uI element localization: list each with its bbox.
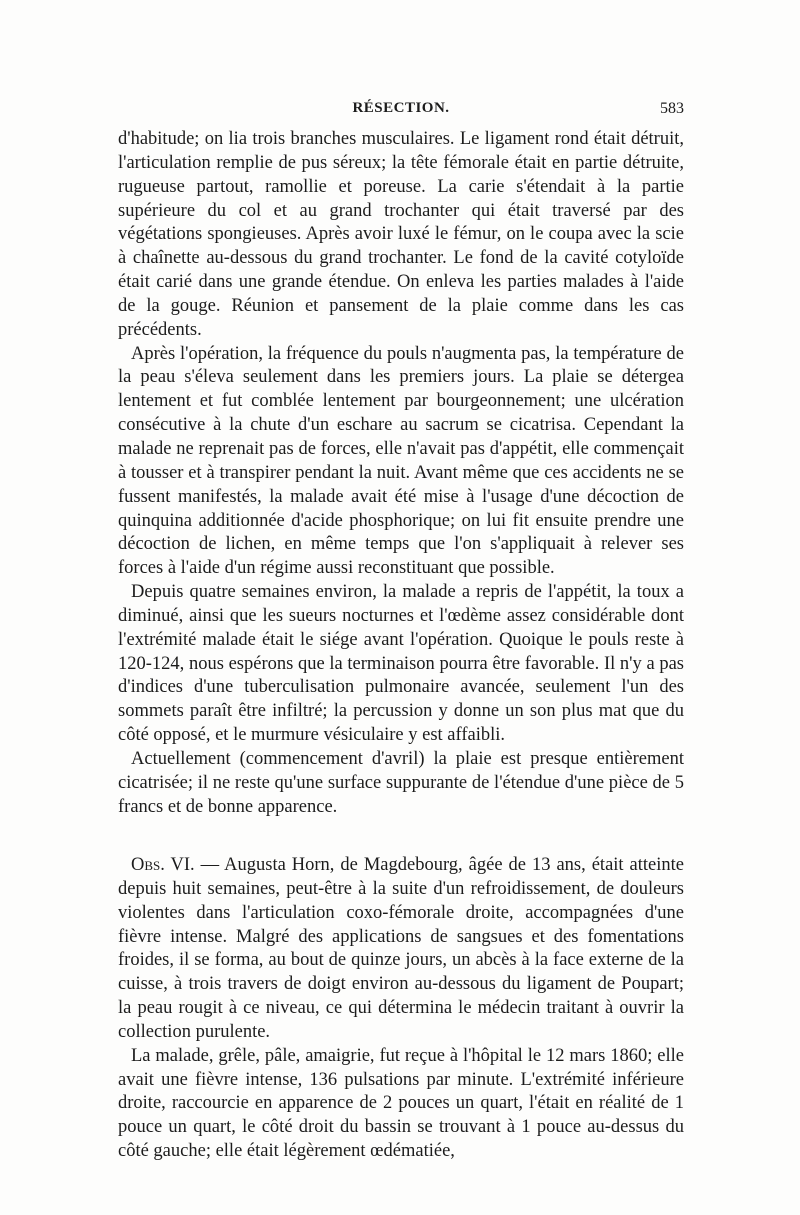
observation-text: — Augusta Horn, de Magdebourg, âgée de 13 ans, était atteinte depuis huit semaines, peut-être à la suite d'un refroidissement, de douleurs violentes dans l'articulation coxo-fémorale droite, accompagnées d'une fièvre intense. Malgré des applications de sangsues et des fomentations froides, il se forma, au bout de quinze jours, un abcès à la face externe de la cuisse, à trois travers de doigt environ au-dessous du ligament de Poupart; la peau rougit à ce niveau, ce qui détermina le médecin traitant à ouvrir la collection purulente. [118, 855, 684, 1042]
paragraph-after-operation: Après l'opération, la fréquence du pouls n'augmenta pas, la température de la peau s'éleva seulement dans les premiers jours. La plaie se détergea lentement et fut comblée lentement par bourgeonnement; une ulcération consécutive à la chute d'un eschare au sacrum se cicatrisa. Cependant la malade ne reprenait pas de forces, elle n'avait pas d'appétit, elle commençait à tousser et à transpirer pendant la nuit. Avant même que ces accidents ne se fussent manifestés, la malade avait été mise à l'usage d'une décoction de quinquina additionnée d'acide phosphorique; on lui fit ensuite prendre une décoction de lichen, en même temps que l'on s'appliquait à relever ses forces à l'aide d'un régime aussi reconstituant que possible. [118, 343, 684, 579]
observation-paragraph [118, 854, 684, 1045]
page-number: 583 [660, 100, 684, 117]
paragraph-four-weeks: Depuis quatre semaines environ, la malade a repris de l'appétit, la toux a diminué, ainsi que les sueurs nocturnes et l'œdème assez considérable dont l'extrémité malade était le siége avant l'opération. Quoique le pouls reste à 120-124, nous espérons que la terminaison pourra être favorable. Il n'y a pas d'indices d'une tuberculisation pulmonaire avancée, seulement l'un des sommets paraît être infiltré; la percussion y donne un son plus mat que du côté opposé, et le murmure vésiculaire y est affaibli. [118, 582, 684, 746]
body-text [118, 128, 684, 819]
running-title: RÉSECTION. [352, 100, 450, 116]
paragraph-operation: d'habitude; on lia trois branches musculaires. Le ligament rond était détruit, l'articulation remplie de pus séreux; la tête fémorale était en partie détruite, rugueuse partout, ramollie et poreuse. La carie s'étendait à la partie supérieure du col et au grand trochanter qui était traversé par des végétations spongieuses. Après avoir luxé le fémur, on le coupa avec la scie à chaînette au-dessous du grand trochanter. Le fond de la cavité cotyloïde était carié dans une grande étendue. On enleva les parties malades à l'aide de la gouge. Réunion et pansement de la plaie comme dans les cas précédents. [118, 129, 684, 340]
running-header [118, 100, 684, 124]
observation-label: Obs. VI. [131, 855, 195, 875]
paragraph-currently: Actuellement (commencement d'avril) la plaie est presque entièrement cicatrisée; il ne reste qu'une surface suppurante de l'étendue d'une pièce de 5 francs et de bonne apparence. [118, 748, 684, 817]
observation-section [118, 854, 684, 1164]
observation-admission-paragraph: La malade, grêle, pâle, amaigrie, fut reçue à l'hôpital le 12 mars 1860; elle avait une fièvre intense, 136 pulsations par minute. L'extrémité inférieure droite, raccourcie en apparence de 2 pouces un quart, l'était en réalité de 1 pouce un quart, le côté droit du bassin se trouvant à 1 pouce au-dessus du côté gauche; elle était légèrement œdématiée, [118, 1045, 684, 1162]
